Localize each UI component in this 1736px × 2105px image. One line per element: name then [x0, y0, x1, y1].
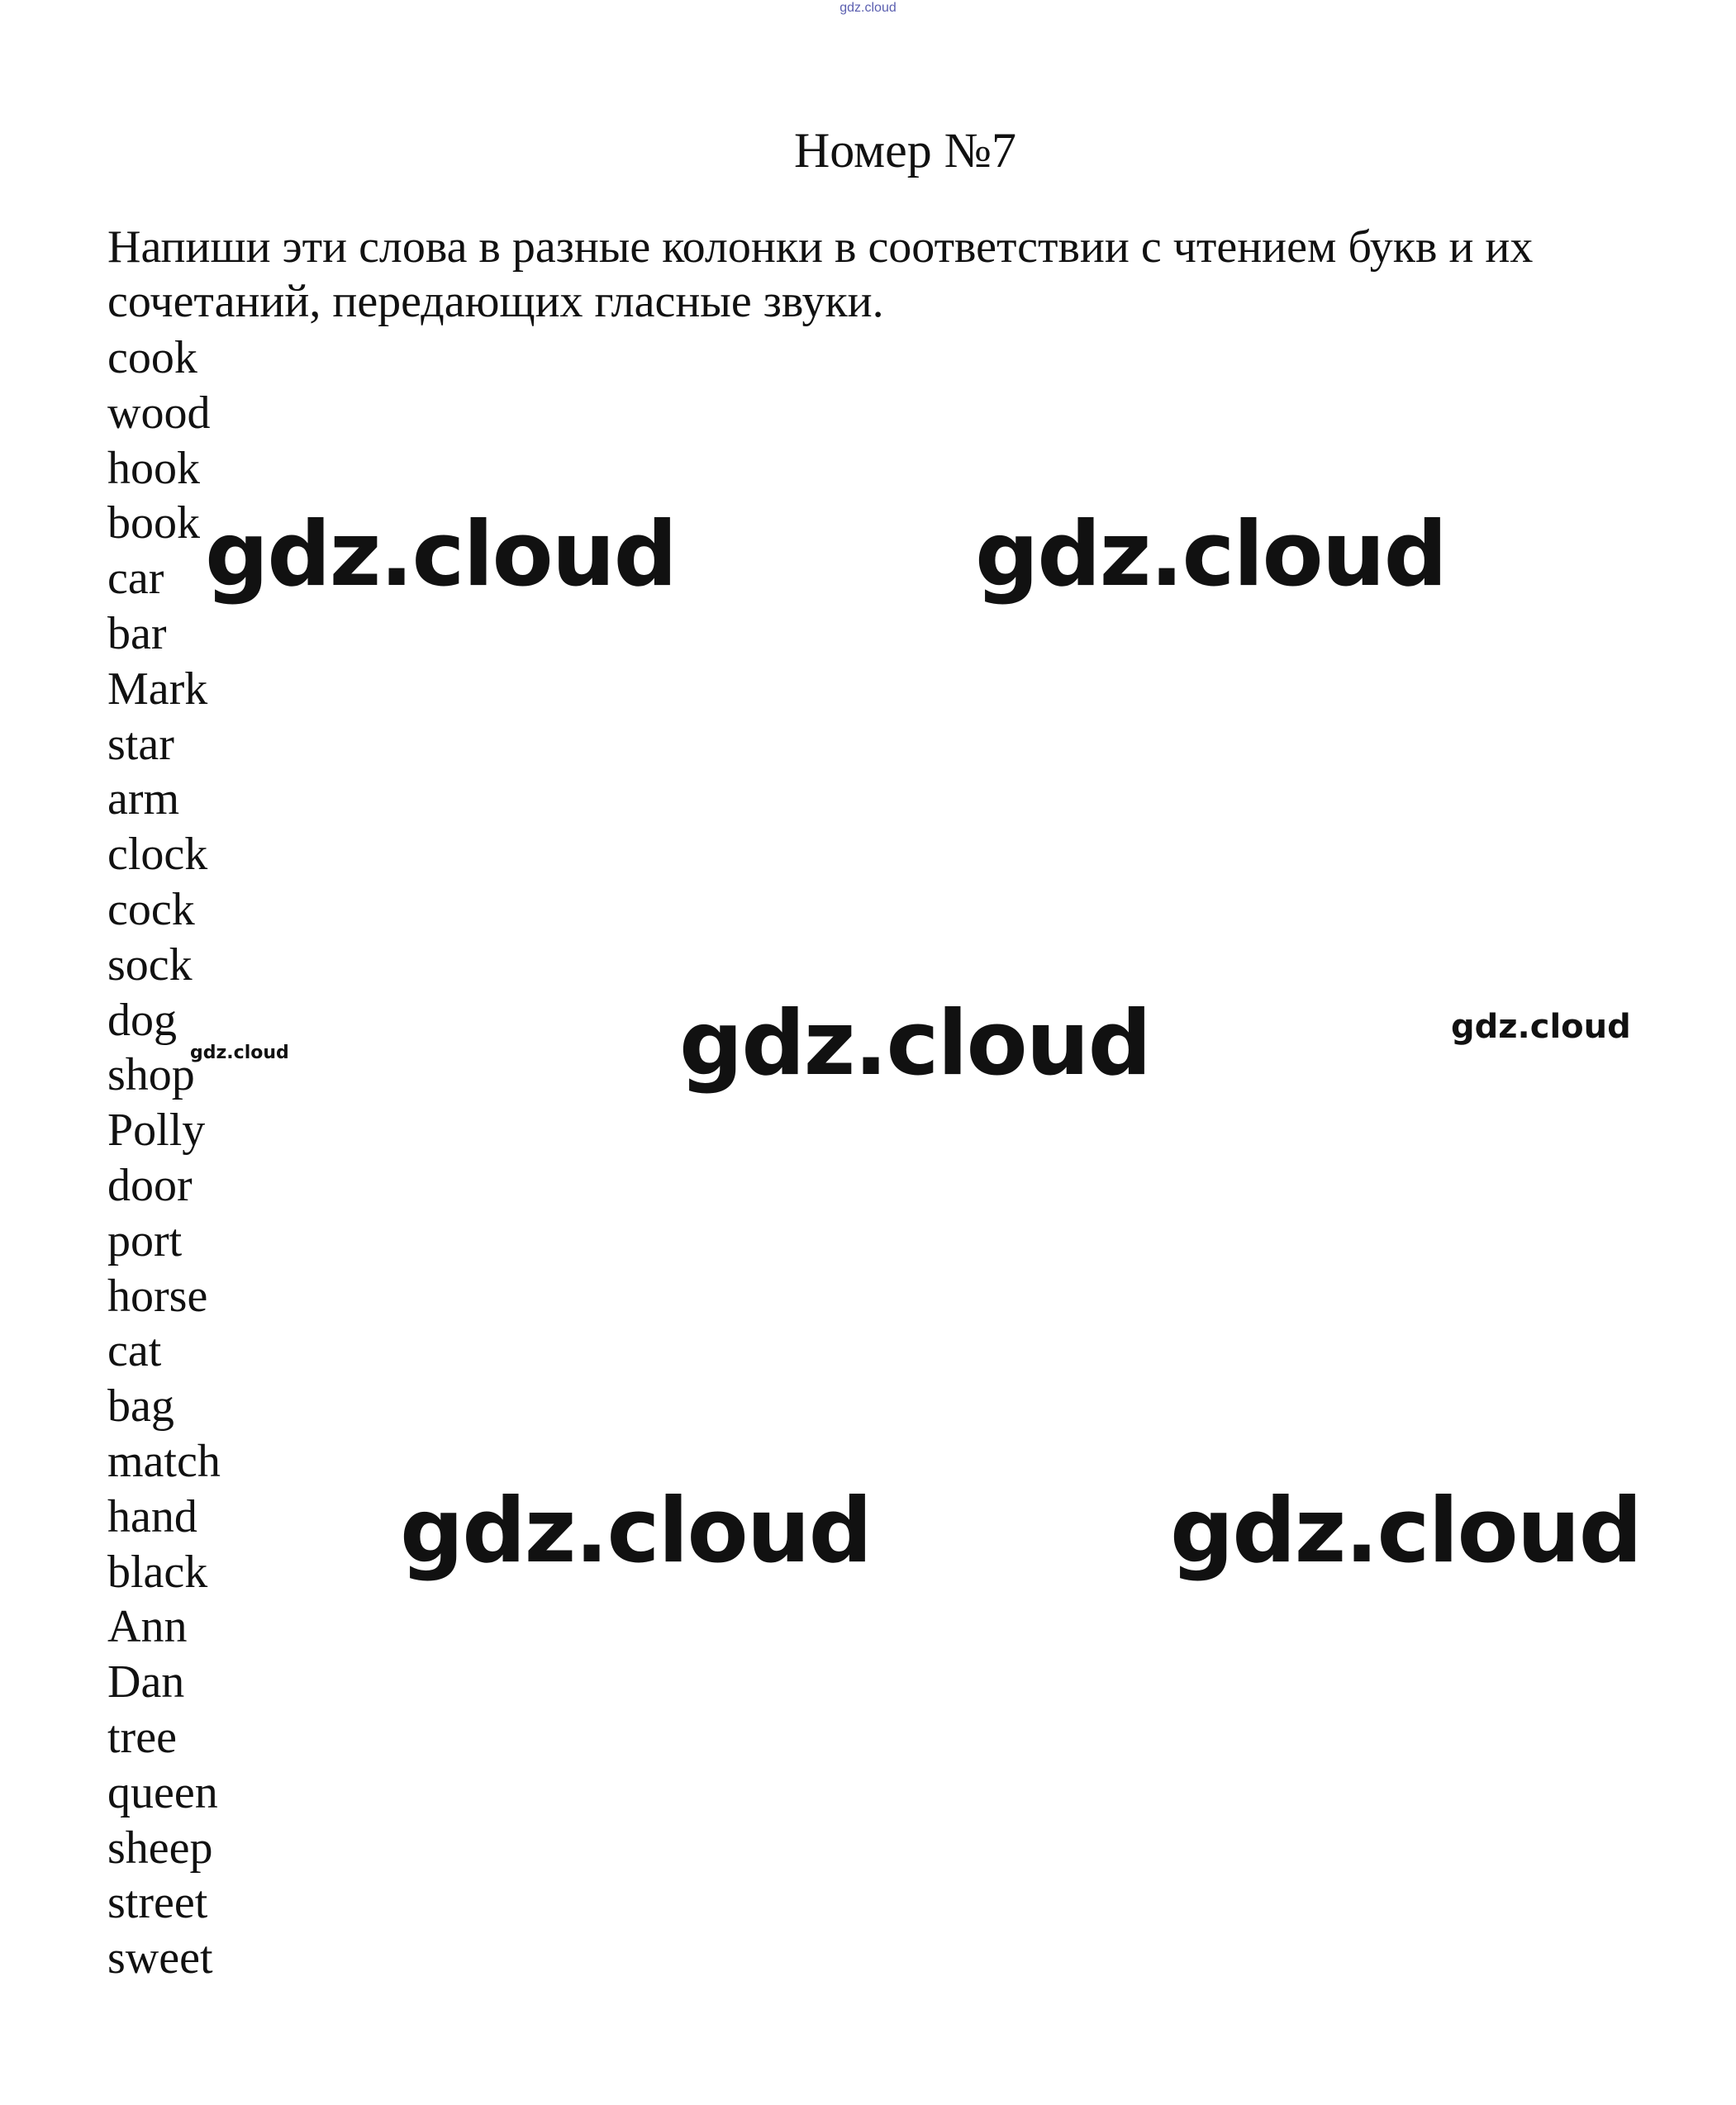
word-item: Mark: [107, 663, 208, 715]
watermark: gdz.cloud: [400, 1480, 871, 1583]
word-item: wood: [107, 387, 211, 439]
watermark: gdz.cloud: [1170, 1480, 1641, 1583]
watermark: gdz.cloud: [190, 1043, 289, 1063]
watermark: gdz.cloud: [679, 992, 1150, 1095]
word-item: sheep: [107, 1822, 213, 1874]
word-item: cook: [107, 332, 197, 383]
watermark: gdz.cloud: [975, 503, 1446, 606]
word-item: star: [107, 718, 174, 770]
word-item: door: [107, 1159, 193, 1211]
word-item: black: [107, 1546, 208, 1598]
page-title: Номер №7: [793, 123, 1017, 178]
word-item: cat: [107, 1325, 162, 1377]
word-item: bar: [107, 607, 167, 659]
word-item: port: [107, 1214, 183, 1266]
word-item: Polly: [107, 1105, 206, 1157]
watermark: gdz.cloud: [205, 503, 676, 606]
word-list: [107, 330, 221, 1986]
word-item: tree: [107, 1711, 177, 1763]
word-item: bag: [107, 1380, 174, 1433]
top-watermark: gdz.cloud: [839, 1, 897, 15]
word-item: shop: [107, 1049, 195, 1101]
word-item: Ann: [107, 1601, 188, 1653]
word-item: horse: [107, 1270, 208, 1322]
word-item: dog: [107, 994, 177, 1046]
word-item: car: [107, 553, 164, 605]
task-instruction: Напиши эти слова в разные колонки в соответствии с чтением букв и их сочетаний, передающих гласные звуки.: [107, 221, 1534, 327]
word-item: sweet: [107, 1932, 213, 1984]
word-item: cock: [107, 883, 195, 935]
word-item: match: [107, 1435, 221, 1487]
word-item: queen: [107, 1766, 218, 1818]
word-item: street: [107, 1877, 208, 1929]
word-item: Dan: [107, 1656, 185, 1708]
word-item: book: [107, 497, 200, 549]
word-item: hand: [107, 1490, 197, 1542]
watermark: gdz.cloud: [1451, 1008, 1631, 1046]
word-item: sock: [107, 938, 193, 991]
word-item: hook: [107, 442, 200, 494]
word-item: clock: [107, 829, 208, 881]
word-item: arm: [107, 773, 180, 825]
